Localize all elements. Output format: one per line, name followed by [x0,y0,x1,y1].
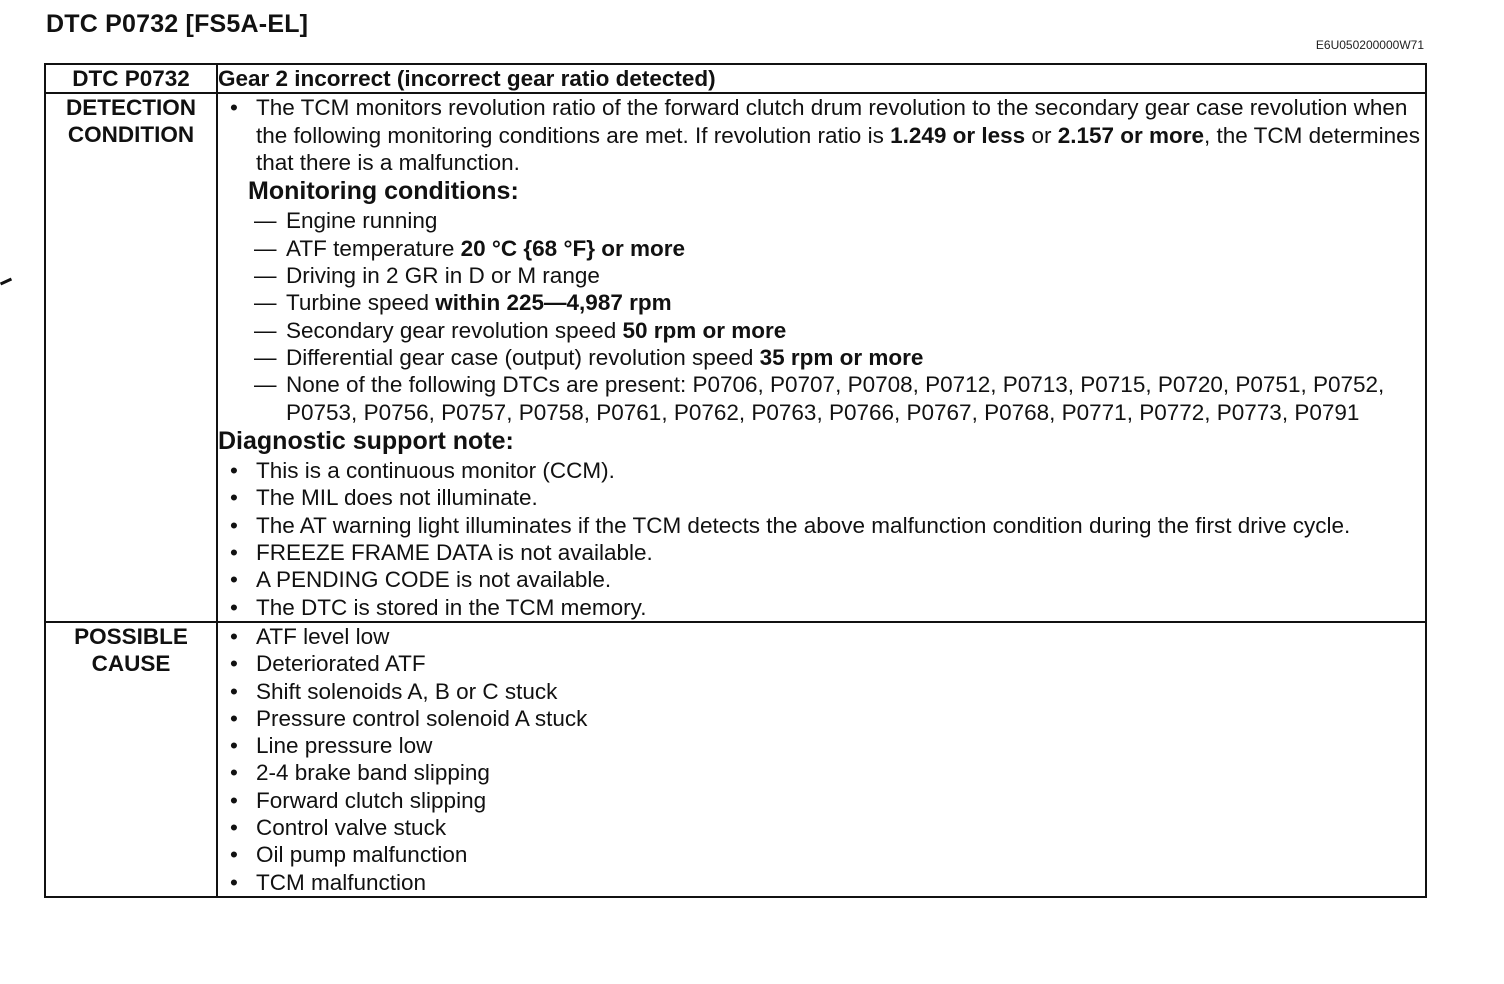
possible-cause-row [45,622,1426,897]
dtc-description-cell: Gear 2 incorrect (incorrect gear ratio detected) [217,64,1426,93]
possible-cause-label-text: POSSIBLE CAUSE [74,623,188,676]
condition-text: Turbine speed [286,290,436,316]
condition-item [218,207,1425,234]
cause-item: • ATF level low [218,623,1425,650]
condition-item [218,344,1425,371]
condition-bold: 20 °C {68 °F} or more [460,235,685,261]
condition-item [218,235,1425,262]
cause-item: • Control valve stuck [218,814,1425,841]
monitoring-conditions-heading: Monitoring conditions: [248,177,519,206]
condition-bold: 35 rpm or more [759,344,924,370]
note-item: • The DTC is stored in the TCM memory. [218,594,1425,621]
condition-bold: within 225—4,987 rpm [435,290,672,316]
diagnostic-support-heading: Diagnostic support note: [218,426,514,455]
detection-condition-label [45,93,217,622]
cause-item: • Pressure control solenoid A stuck [218,705,1425,732]
detection-condition-row [45,93,1426,622]
dtc-code-cell: DTC P0732 [45,64,217,93]
page-title: DTC P0732 [FS5A-EL] [46,10,309,38]
condition-item [218,289,1425,316]
detection-condition-label-text: DETECTION CONDITION [65,95,196,148]
condition-bold: 50 rpm or more [622,317,787,343]
cause-item: • Forward clutch slipping [218,787,1425,814]
intro-bold-a: 1.249 or less [890,122,1026,148]
cause-item: • TCM malfunction [218,869,1425,896]
possible-cause-label [45,622,217,897]
document-code: E6U050200000W71 [1315,38,1424,52]
intro-text-a: The TCM monitors revolution ratio of the forward clutch drum revolution to the secondary gear case revolution when the following monitoring conditions are met. If revolution ratio is [256,95,1408,148]
detection-condition-content [217,93,1426,622]
note-item: • FREEZE FRAME DATA is not available. [218,539,1425,566]
cause-item: • 2-4 brake band slipping [218,759,1425,786]
dtc-table [44,63,1427,898]
note-item: • The AT warning light illuminates if the TCM detects the above malfunction condition during the first drive cycle. [218,512,1425,539]
note-item: • A PENDING CODE is not available. [218,566,1425,593]
margin-mark [0,278,12,286]
cause-item: • Shift solenoids A, B or C stuck [218,678,1425,705]
condition-text: None of the following DTCs are present: P0706, P0707, P0708, P0712, P0713, P0715, P0720, P0751, P0752, P0753, P0756, P0757, P0758, P0761, P0762, P0763, P0766, P0767, P0768, P0771, P0772, P0773, P0791 [286,372,1385,425]
detection-intro [218,94,1425,176]
cause-item: • Line pressure low [218,732,1425,759]
condition-item [218,262,1425,289]
condition-text: Differential gear case (output) revolution speed [286,344,760,370]
note-item: • The MIL does not illuminate. [218,484,1425,511]
intro-bold-b: 2.157 or more [1057,122,1205,148]
possible-cause-content [217,622,1426,897]
intro-text-b: or [1025,122,1058,148]
condition-item [218,371,1425,426]
condition-item [218,317,1425,344]
cause-item: • Deteriorated ATF [218,650,1425,677]
cause-item: • Oil pump malfunction [218,841,1425,868]
intro-text-c: , the TCM determines that there is a malfunction. [256,122,1420,175]
condition-text: Secondary gear revolution speed [286,317,623,343]
condition-text: Engine running [286,208,438,234]
header-row [45,64,1426,93]
condition-text: ATF temperature [286,235,461,261]
note-item: • This is a continuous monitor (CCM). [218,457,1425,484]
condition-text: Driving in 2 GR in D or M range [286,263,600,289]
